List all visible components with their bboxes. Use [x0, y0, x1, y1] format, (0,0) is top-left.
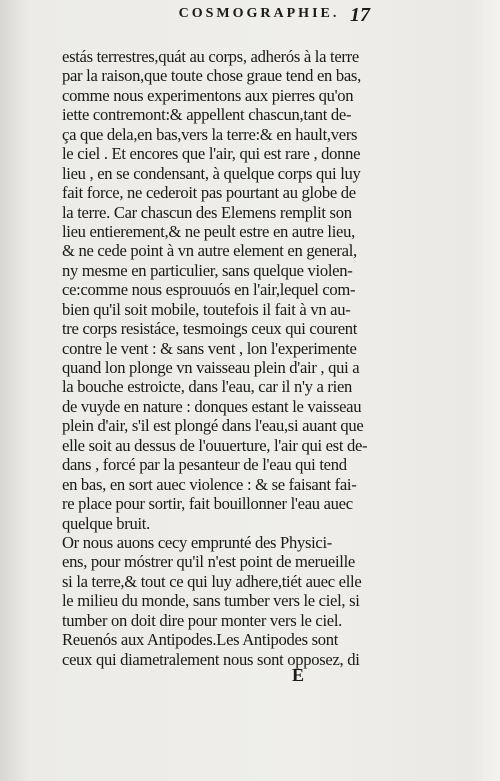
text-line: Or nous auons cecy emprunté des Physici- [62, 532, 333, 552]
text-line: le ciel . Et encores que l'air, qui est rare , donne [62, 144, 361, 164]
text-line: estás terrestres,quát au corps, adherós à la terre [62, 47, 359, 66]
text-line: tre corps resistáce, tesmoings ceux qui courent [62, 319, 358, 339]
text-line: la terre. Car chascun des Elemens remplit son [62, 202, 352, 222]
text-line: ens, pour móstrer qu'il n'est point de merueille [62, 552, 355, 572]
text-line: plein d'air, s'il est plongé dans l'eau,si auant que [62, 416, 364, 436]
text-line: contre le vent : & sans vent , lon l'experimente [62, 338, 357, 358]
text-line: de vuyde en nature : donques estant le vaisseau [62, 396, 362, 416]
text-line: & ne cede point à vn autre element en general, [62, 241, 357, 261]
text-line: comme nous experimentons aux pierres qu'on [62, 85, 354, 105]
body-text [62, 47, 372, 669]
text-line: re place pour sortir, fait bouillonner l'eau auec [62, 494, 353, 514]
text-line: elle soit au dessus de l'ouuerture, l'air qui est de- [62, 435, 368, 455]
text-line: ny mesme en particulier, sans quelque violen- [62, 260, 353, 280]
text-line: lieu , en se condensant, à quelque corps qui luy [62, 163, 361, 183]
text-line: quelque bruit. [62, 513, 150, 533]
text-line: lieu entierement,& ne peult estre en autre lieu, [62, 221, 355, 241]
text-line: si la terre,& tout ce qui luy adhere,tiét auec elle [62, 571, 362, 591]
running-head: COSMOGRAPHIE. [178, 6, 340, 21]
text-line: la bouche estroicte, dans l'eau, car il n'y a rien [62, 377, 352, 397]
text-line: quand lon plonge vn vaisseau plein d'air , qui a [62, 358, 360, 377]
text-line: par la raison,que toute chose graue tend en bas, [62, 66, 361, 86]
text-line: bien qu'il soit mobile, toutefois il fait à vn au- [62, 299, 351, 319]
page-edge-shadow [470, 0, 500, 781]
text-line: ceux qui diametralement nous sont opposez, di [62, 649, 360, 669]
signature-mark: E [292, 665, 305, 685]
text-line: le milieu du monde, sans tumber vers le ciel, si [62, 591, 360, 611]
text-line: iette contremont:& appellent chascun,tant de- [62, 105, 352, 125]
text-line: en bas, en sort auec violence : & se faisant fai- [62, 474, 357, 494]
text-line: tumber on doit dire pour monter vers le ciel. [62, 610, 343, 630]
page-number: 17 [350, 4, 370, 26]
text-line: ce:comme nous esprouuós en l'air,lequel com- [62, 280, 356, 300]
text-line: Reuenós aux Antipodes.Les Antipodes sont [62, 630, 339, 650]
text-line: dans , forcé par la pesanteur de l'eau qui tend [62, 455, 347, 475]
text-line: ça que dela,en bas,vers la terre:& en hault,vers [62, 124, 358, 144]
text-line: fait force, ne cederoit pas pourtant au globe de [62, 183, 356, 203]
